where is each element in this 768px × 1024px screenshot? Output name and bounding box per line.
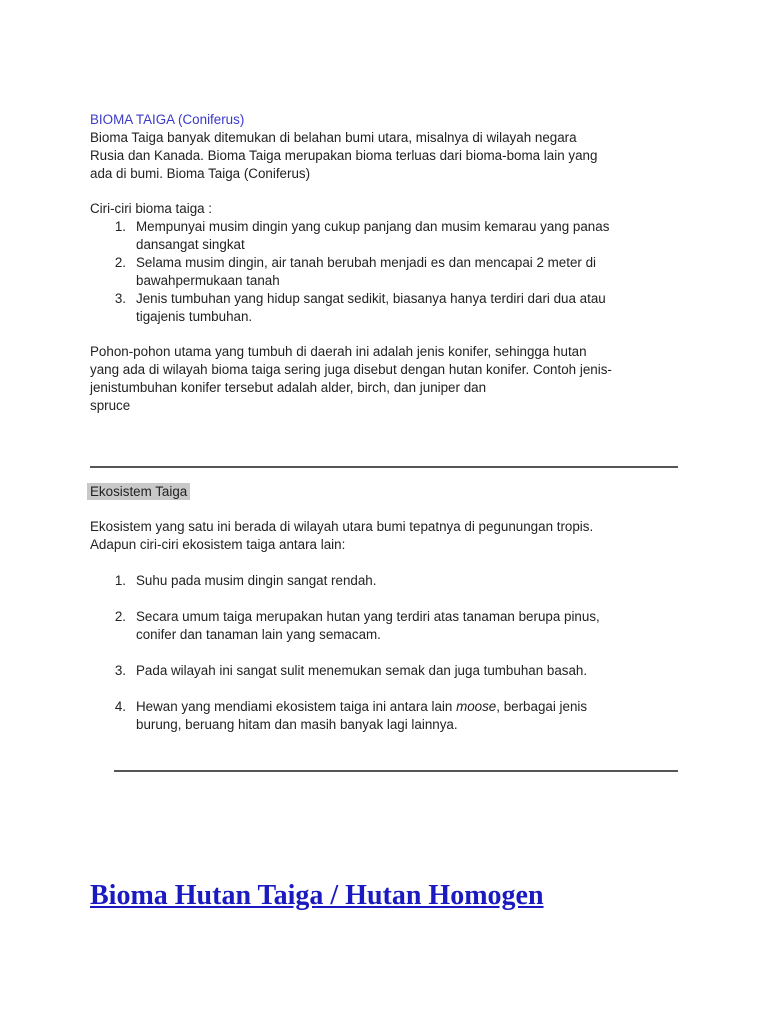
paragraph-line: spruce [90,398,131,413]
list-item-line: tigajenis tumbuhan. [136,309,253,324]
paragraph-line: Bioma Taiga banyak ditemukan di belahan bumi utara, misalnya di wilayah negara [90,130,577,145]
paragraph-line: Pohon-pohon utama yang tumbuh di daerah ini adalah jenis konifer, sehingga hutan [90,344,587,359]
text-run: , berbagai jenis [496,699,588,714]
list-item-line: burung, beruang hitam dan masih banyak lagi lainnya. [136,717,458,732]
heading-link-bioma-hutan-taiga[interactable]: Bioma Hutan Taiga / Hutan Homogen [90,880,544,911]
text-run: Hewan yang mendiami ekosistem taiga ini antara lain [136,699,457,714]
horizontal-rule [114,770,678,772]
list-item-line: Secara umum taiga merupakan hutan yang terdiri atas tanaman berupa pinus, [136,609,600,624]
paragraph-line: yang ada di wilayah bioma taiga sering juga disebut dengan hutan konifer. Contoh jenis- [90,362,612,377]
paragraph-line: ada di bumi. Bioma Taiga (Coniferus) [90,166,311,181]
list-item-line: bawahpermukaan tanah [136,273,280,288]
list-item-line: Jenis tumbuhan yang hidup sangat sedikit, biasanya hanya terdiri dari dua atau [136,291,606,306]
list-item-number: 2. [114,609,126,624]
horizontal-rule [90,466,678,468]
list-item-line: Selama musim dingin, air tanah berubah menjadi es dan mencapai 2 meter di [136,255,597,270]
list-intro: Ciri-ciri bioma taiga : [90,201,213,216]
list-item-number: 4. [114,699,126,714]
list-item-line: Pada wilayah ini sangat sulit menemukan semak dan juga tumbuhan basah. [136,663,588,678]
section-title-bioma-taiga: BIOMA TAIGA (Coniferus) [90,112,245,127]
list-item-number: 3. [114,663,126,678]
italic-text: moose [456,699,497,714]
paragraph-line: Rusia dan Kanada. Bioma Taiga merupakan bioma terluas dari bioma-boma lain yang [90,148,598,163]
list-item-line [136,698,587,716]
paragraph-line: Ekosistem yang satu ini berada di wilayah utara bumi tepatnya di pegunungan tropis. [90,519,594,534]
list-item-number: 1. [114,573,126,588]
list-item-line: Mempunyai musim dingin yang cukup panjang dan musim kemarau yang panas [136,219,610,234]
list-item-line: conifer dan tanaman lain yang semacam. [136,627,381,642]
list-item-number: 3. [114,291,126,306]
list-item-number: 2. [114,255,126,270]
list-item-line: Suhu pada musim dingin sangat rendah. [136,573,377,588]
paragraph-line: Adapun ciri-ciri ekosistem taiga antara lain: [90,537,346,552]
list-item-line: dansangat singkat [136,237,245,252]
highlighted-heading: Ekosistem Taiga [87,483,190,500]
list-item-number: 1. [114,219,126,234]
section-heading-ekosistem-taiga [87,483,190,501]
paragraph-line: jenistumbuhan konifer tersebut adalah alder, birch, dan juniper dan [90,380,487,395]
